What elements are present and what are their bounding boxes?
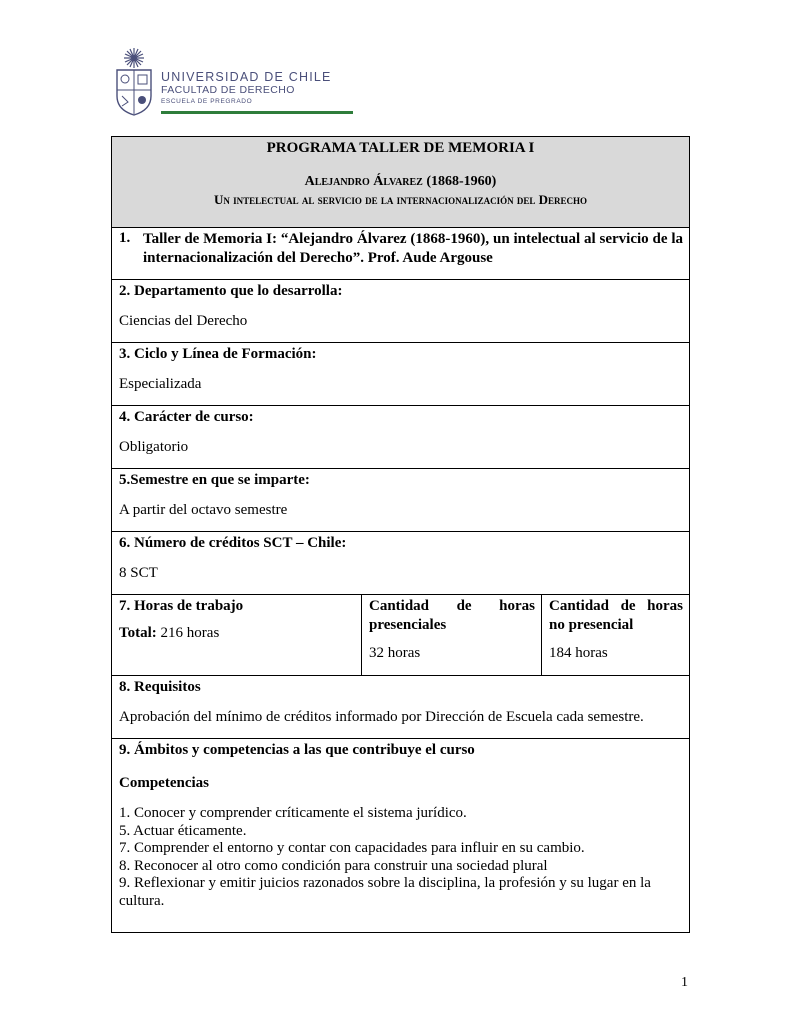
requirements-label: 8. Requisitos [119,679,201,695]
hours-no-presencial-label: Cantidad de horas no presencial [549,598,683,633]
credits-row [112,531,689,594]
character-value: Obligatorio [119,439,189,455]
course-name-row [112,227,689,279]
logo-faculty: FACULTAD DE DERECHO [161,84,295,96]
credits-label: 6. Número de créditos SCT – Chile: [119,535,347,551]
requirements-value: Aprobación del mínimo de créditos informado por Dirección de Escuela cada semestre. [119,709,644,725]
logo-university: UNIVERSIDAD DE CHILE [161,70,332,84]
hours-row [112,594,689,675]
hours-presencial-label: Cantidad de horas presenciales [369,598,535,633]
hours-presencial-value: 32 horas [369,645,421,661]
program-header [112,137,689,227]
hours-total-value: 216 horas [160,625,220,641]
logo-school: ESCUELA DE PREGRADO [161,98,253,105]
program-subtitle: Un intelectual al servicio de la internacionalización del Derecho [213,192,588,207]
hours-total-cell [112,595,362,675]
page-number: 1 [681,975,688,990]
competency-item: 5. Actuar éticamente. [119,822,247,839]
course-name-number: 1. [119,230,131,246]
program-table [111,136,690,933]
character-label: 4. Carácter de curso: [119,409,254,425]
competency-item: 7. Comprender el entorno y contar con capacidades para influir en su cambio. [119,840,585,856]
semester-row [112,468,689,531]
university-logo [113,46,353,118]
hours-no-presencial-cell [542,595,689,675]
cycle-label: 3. Ciclo y Línea de Formación: [119,346,317,362]
competencies-label: 9. Ámbitos y competencias a las que contribuye el curso [119,742,475,758]
hours-total [119,625,219,642]
logo-green-bar [161,111,353,114]
competency-item: 1. Conocer y comprender críticamente el sistema jurídico. [119,805,467,821]
hours-no-presencial-value: 184 horas [549,645,608,661]
hours-total-label: Total: [119,625,157,641]
competency-item: 9. Reflexionar y emitir juicios razonados sobre la disciplina, la profesión y su lugar en la cultura. [119,875,651,909]
cycle-value: Especializada [119,376,202,392]
competencies-title: Competencias [119,775,209,791]
competency-item: 8. Reconocer al otro como condición para construir una sociedad plural [119,857,548,874]
universidad-de-chile-seal-icon [113,46,155,116]
cycle-row [112,342,689,405]
department-row [112,279,689,342]
logo-text [161,70,332,106]
semester-value: A partir del octavo semestre [119,502,288,518]
program-title: PROGRAMA TALLER DE MEMORIA I [266,140,535,156]
semester-label: 5.Semestre en que se imparte: [119,472,310,488]
competencies-list [119,805,683,910]
program-author: Alejandro Álvarez (1868-1960) [304,174,497,189]
hours-label: 7. Horas de trabajo [119,598,244,614]
competencies-row [112,738,689,932]
hours-presencial-cell [361,595,542,675]
department-value: Ciencias del Derecho [119,313,248,329]
requirements-row [112,675,689,738]
character-row [112,405,689,468]
department-label: 2. Departamento que lo desarrolla: [119,283,343,299]
course-name-text: Taller de Memoria I: “Alejandro Álvarez (1868-1960), un intelectual al servicio de la internacionalización del Derecho”. Prof. Aude Argouse [143,231,683,266]
credits-value: 8 SCT [119,565,158,581]
